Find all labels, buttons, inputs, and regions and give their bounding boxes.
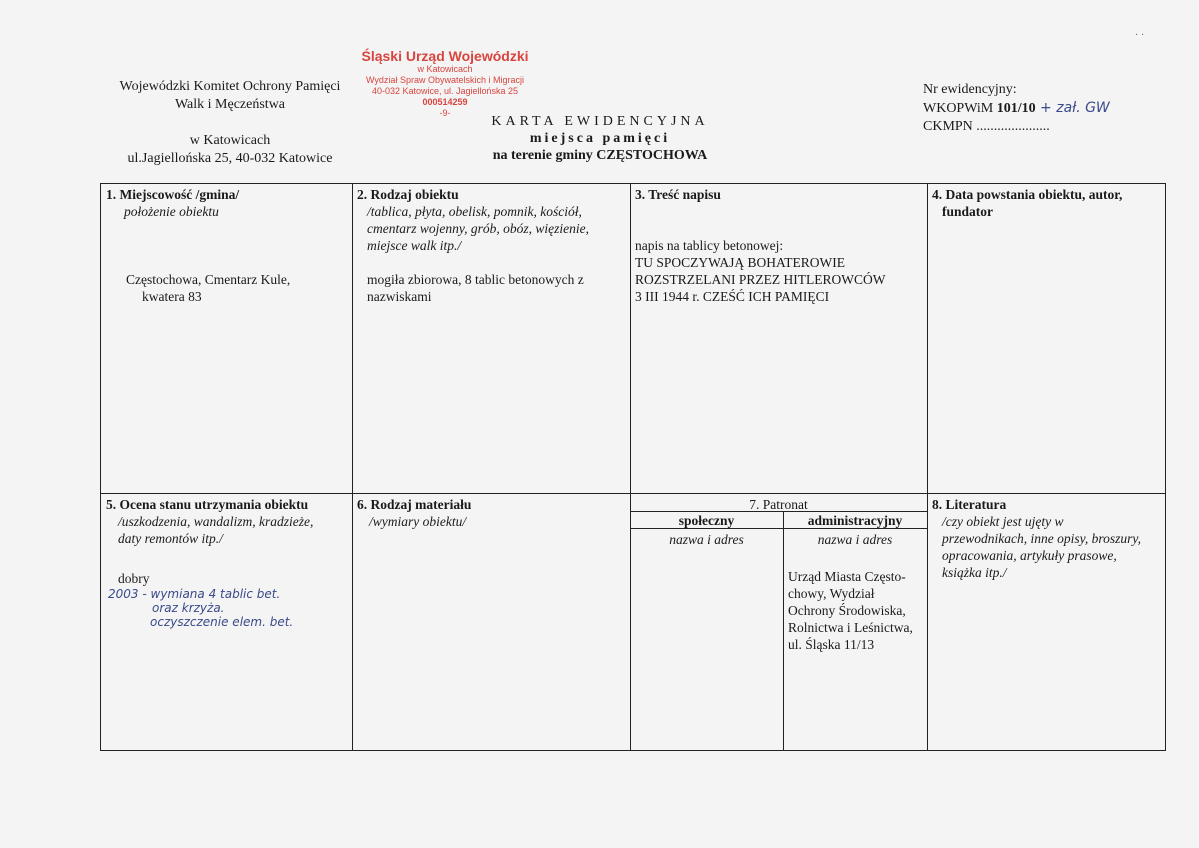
row-divider [101,493,1165,494]
cell-condition [106,496,350,629]
issuer-city: w Katowicach [189,133,271,148]
stamp-line4: 40-032 Katowice, ul. Jagiellońska 25 [371,86,519,96]
cell-patronage-social [630,512,783,548]
cell-patronage-heading: 7. Patronat [749,497,808,512]
registry-handwritten-note: + zał. GW [1035,100,1110,116]
cell-object-type [357,186,627,305]
cell-object-type-value2: nazwiskami [367,289,432,304]
cell-patronage-social-heading: społeczny [678,513,735,528]
cell-patronage-admin [783,512,927,548]
cell-object-type-hint2: cmentarz wojenny, grób, obóz, więzienie, [367,221,589,236]
ckmpn-line: CKMPN ..................... [923,119,1050,134]
cell-object-type-hint3: miejsce walk itp./ [367,238,462,253]
cell-condition-hint1: /uszkodzenia, wandalizm, kradzieże, [118,514,314,529]
cell-creation-date-heading1: 4. Data powstania obiektu, autor, [932,187,1123,202]
cell-location [106,186,346,305]
cell-condition-handwritten2: oraz krzyża. [152,601,225,615]
document-title-block [440,113,760,164]
stamp-line3: Wydział Spraw Obywatelskich i Migracji [366,75,524,85]
cell-inscription-value1: napis na tablicy betonowej: [635,238,784,253]
registry-number-line [923,99,1173,118]
cell-location-value1: Częstochowa, Cmentarz Kule, [126,272,291,287]
registry-block [923,81,1173,136]
cell-inscription-heading: 3. Treść napisu [635,187,721,202]
col-divider [630,184,631,750]
document-gmina: na terenie gminy CZĘSTOCHOWA [492,148,708,163]
cell-patronage-admin-value1: Urząd Miasta Często- [788,569,906,584]
office-stamp [345,48,545,119]
cell-condition-heading: 5. Ocena stanu utrzymania obiektu [106,497,309,512]
col-divider [352,184,353,750]
cell-inscription-value2: TU SPOCZYWAJĄ BOHATEROWIE [635,255,845,270]
cell-location-heading: 1. Miejscowość /gmina/ [106,187,240,202]
cell-literature-heading: 8. Literatura [932,497,1007,512]
cell-condition-handwritten1: 2003 - wymiana 4 tablic bet. [108,587,281,601]
cell-patronage-admin-value3: Ochrony Środowiska, [788,603,906,618]
cell-inscription-value4: 3 III 1944 r. CZEŚĆ ICH PAMIĘCI [635,289,830,304]
issuer-name-line1: Wojewódzki Komitet Ochrony Pamięci [119,79,341,94]
cell-literature-hint1: /czy obiekt jest ujęty w [942,514,1064,529]
cell-patronage-admin-value [788,568,926,653]
registry-prefix: WKOPWiM [923,101,997,116]
cell-condition-value: dobry [118,571,150,586]
cell-inscription-value3: ROZSTRZELANI PRZEZ HITLEROWCÓW [635,272,886,287]
cell-patronage-admin-heading: administracyjny [807,513,903,528]
registry-number: 101/10 [996,101,1036,116]
cell-condition-hint2: daty remontów itp./ [118,531,223,546]
record-table [100,183,1166,751]
stamp-line6: -9- [439,108,451,118]
cell-material [357,496,627,530]
issuer-block [100,78,360,168]
cell-object-type-heading: 2. Rodzaj obiektu [357,187,459,202]
stamp-line2: w Katowicach [417,64,473,74]
cell-location-hint: położenie obiektu [124,204,219,219]
cell-patronage-admin-value5: ul. Śląska 11/13 [788,637,875,652]
document-subtitle: miejsca pamięci [529,131,671,146]
cell-object-type-value1: mogiła zbiorowa, 8 tablic betonowych z [367,272,584,287]
cell-literature-hint4: książka itp./ [942,565,1007,580]
scan-mark: · · [1135,30,1145,41]
document-title: KARTA EWIDENCYJNA [491,114,709,129]
cell-patronage-admin-value2: chowy, Wydział [788,586,875,601]
cell-object-type-hint1: /tablica, płyta, obelisk, pomnik, kościół, [367,204,582,219]
cell-literature-hint3: opracowania, artykuły prasowe, [942,548,1117,563]
stamp-line1: Śląski Urząd Wojewódzki [361,48,529,64]
cell-patronage-admin-value4: Rolnictwa i Leśnictwa, [788,620,913,635]
issuer-name-line2: Walk i Męczeństwa [174,97,286,112]
cell-patronage-social-hint: nazwa i adres [669,532,744,547]
cell-inscription [635,186,923,305]
cell-literature-hint2: przewodnikach, inne opisy, broszury, [942,531,1141,546]
cell-literature [932,496,1164,581]
registry-label: Nr ewidencyjny: [923,82,1017,97]
cell-creation-date [932,186,1162,220]
cell-condition-handwritten3: oczyszczenie elem. bet. [150,615,294,629]
col-divider [927,184,928,750]
issuer-address: ul.Jagiellońska 25, 40-032 Katowice [127,151,333,166]
cell-material-hint: /wymiary obiektu/ [369,514,467,529]
cell-location-value2: kwatera 83 [142,289,202,304]
cell-creation-date-heading2: fundator [942,204,994,219]
stamp-line5: 000514259 [422,97,468,107]
cell-patronage [630,496,927,513]
cell-patronage-admin-hint: nazwa i adres [817,532,893,547]
cell-material-heading: 6. Rodzaj materiału [357,497,472,512]
